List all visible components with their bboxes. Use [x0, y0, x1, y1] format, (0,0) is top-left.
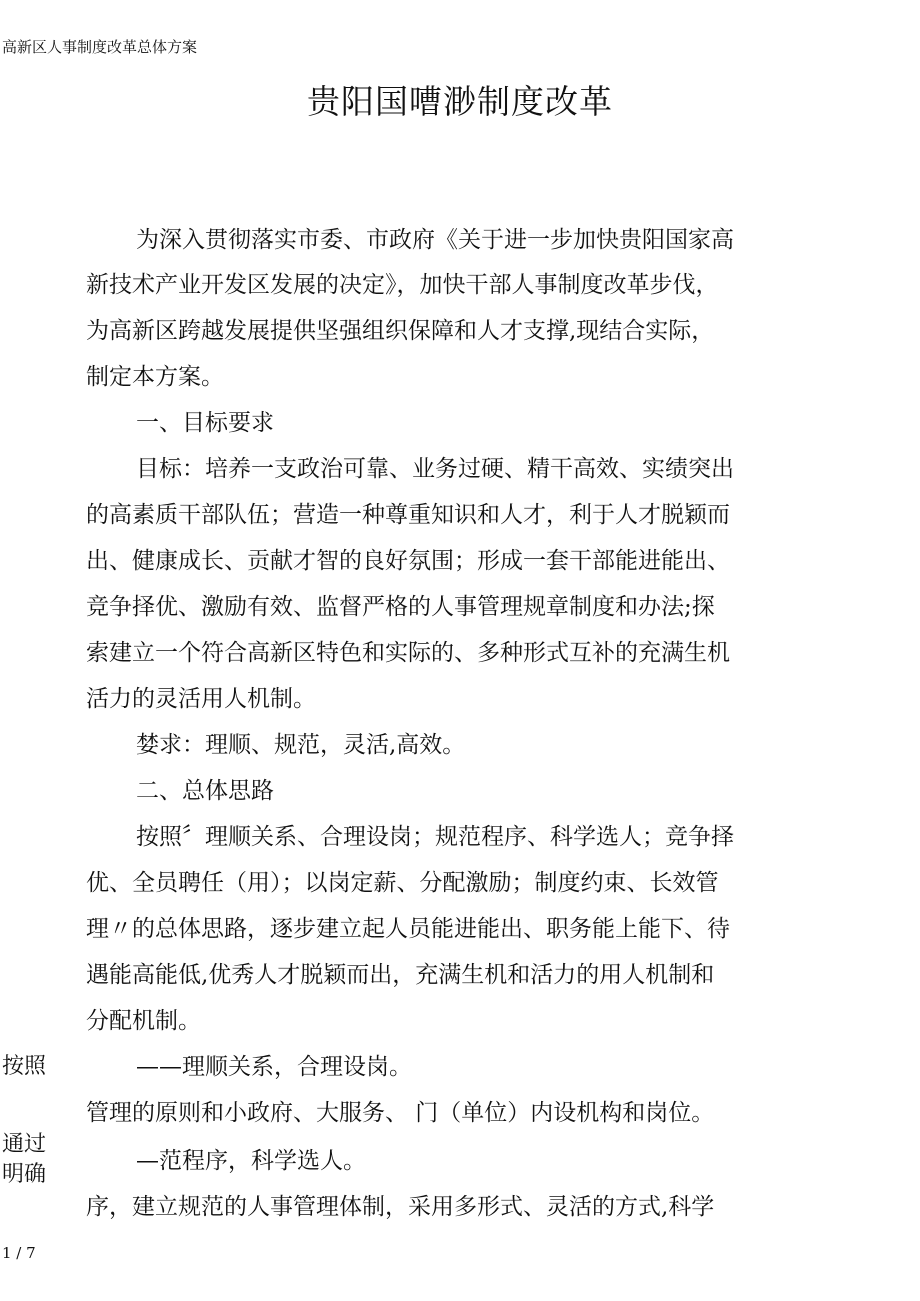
- page-number: 1 / 7: [2, 1244, 36, 1262]
- margin-note: 明确: [2, 1162, 47, 1187]
- body-line: 为高新区跨越发展提供坚强组织保障和人才支撑,现结合实际，: [86, 318, 715, 344]
- body-line: 优、全员聘任（用）；以岗定薪、分配激励；制度约束、长效管: [86, 870, 719, 896]
- body-line: 管理的原则和小政府、大服务、 门（单位）内设机构和岗位。: [86, 1100, 715, 1126]
- body-line: 遇能高能低,优秀人才脱颖而出，充满生机和活力的用人机制和: [86, 962, 715, 988]
- body-line: 为深入贯彻落实市委、市政府《关于进一步加快贵阳国家高: [136, 227, 734, 253]
- body-line: 按照〞理顺关系、合理设岗；规范程序、科学选人；竞争择: [136, 824, 734, 850]
- body-line: 竞争择优、激励有效、监督严格的人事管理规章制度和办法;探: [86, 594, 715, 620]
- body-line: 索建立一个符合高新区特色和实际的、多种形式互补的充满生机: [86, 640, 730, 666]
- document-title: 贵阳国嘈渺制度改革: [307, 82, 613, 121]
- body-line: 活力的灵活用人机制。: [86, 686, 316, 712]
- section-heading: 一、目标要求: [136, 410, 274, 436]
- body-line: —范程序，科学选人。: [136, 1148, 366, 1174]
- section-heading: 二、总体思路: [136, 778, 274, 804]
- body-line: 制定本方案。: [86, 364, 224, 390]
- body-line: 理〃的总体思路，逐步建立起人员能进能出、职务能上能下、待: [86, 916, 730, 942]
- margin-note: 通过: [2, 1132, 47, 1157]
- body-line: 出、健康成长、贡献才智的良好氛围；形成一套干部能进能出、: [86, 548, 730, 574]
- body-line: 目标：培养一支政治可靠、业务过硬、精干高效、实绩突出: [136, 456, 734, 482]
- body-line: 的高素质干部队伍；营造一种尊重知识和人才，利于人才脱颖而: [86, 502, 730, 528]
- body-line: 婪求：理顺、规范，灵活,高效。: [136, 732, 466, 758]
- body-line: ——理顺关系，合理设岗。: [136, 1054, 412, 1080]
- margin-note: 按照: [2, 1054, 47, 1079]
- body-line: 新技术产业开发区发展的决定》，加快干部人事制度改革步伐，: [86, 272, 719, 298]
- body-line: 分配机制。: [86, 1008, 201, 1034]
- running-header: 高新区人事制度改革总体方案: [2, 38, 198, 56]
- body-line: 序，建立规范的人事管理体制，采用多形式、灵活的方式,科学: [86, 1194, 715, 1220]
